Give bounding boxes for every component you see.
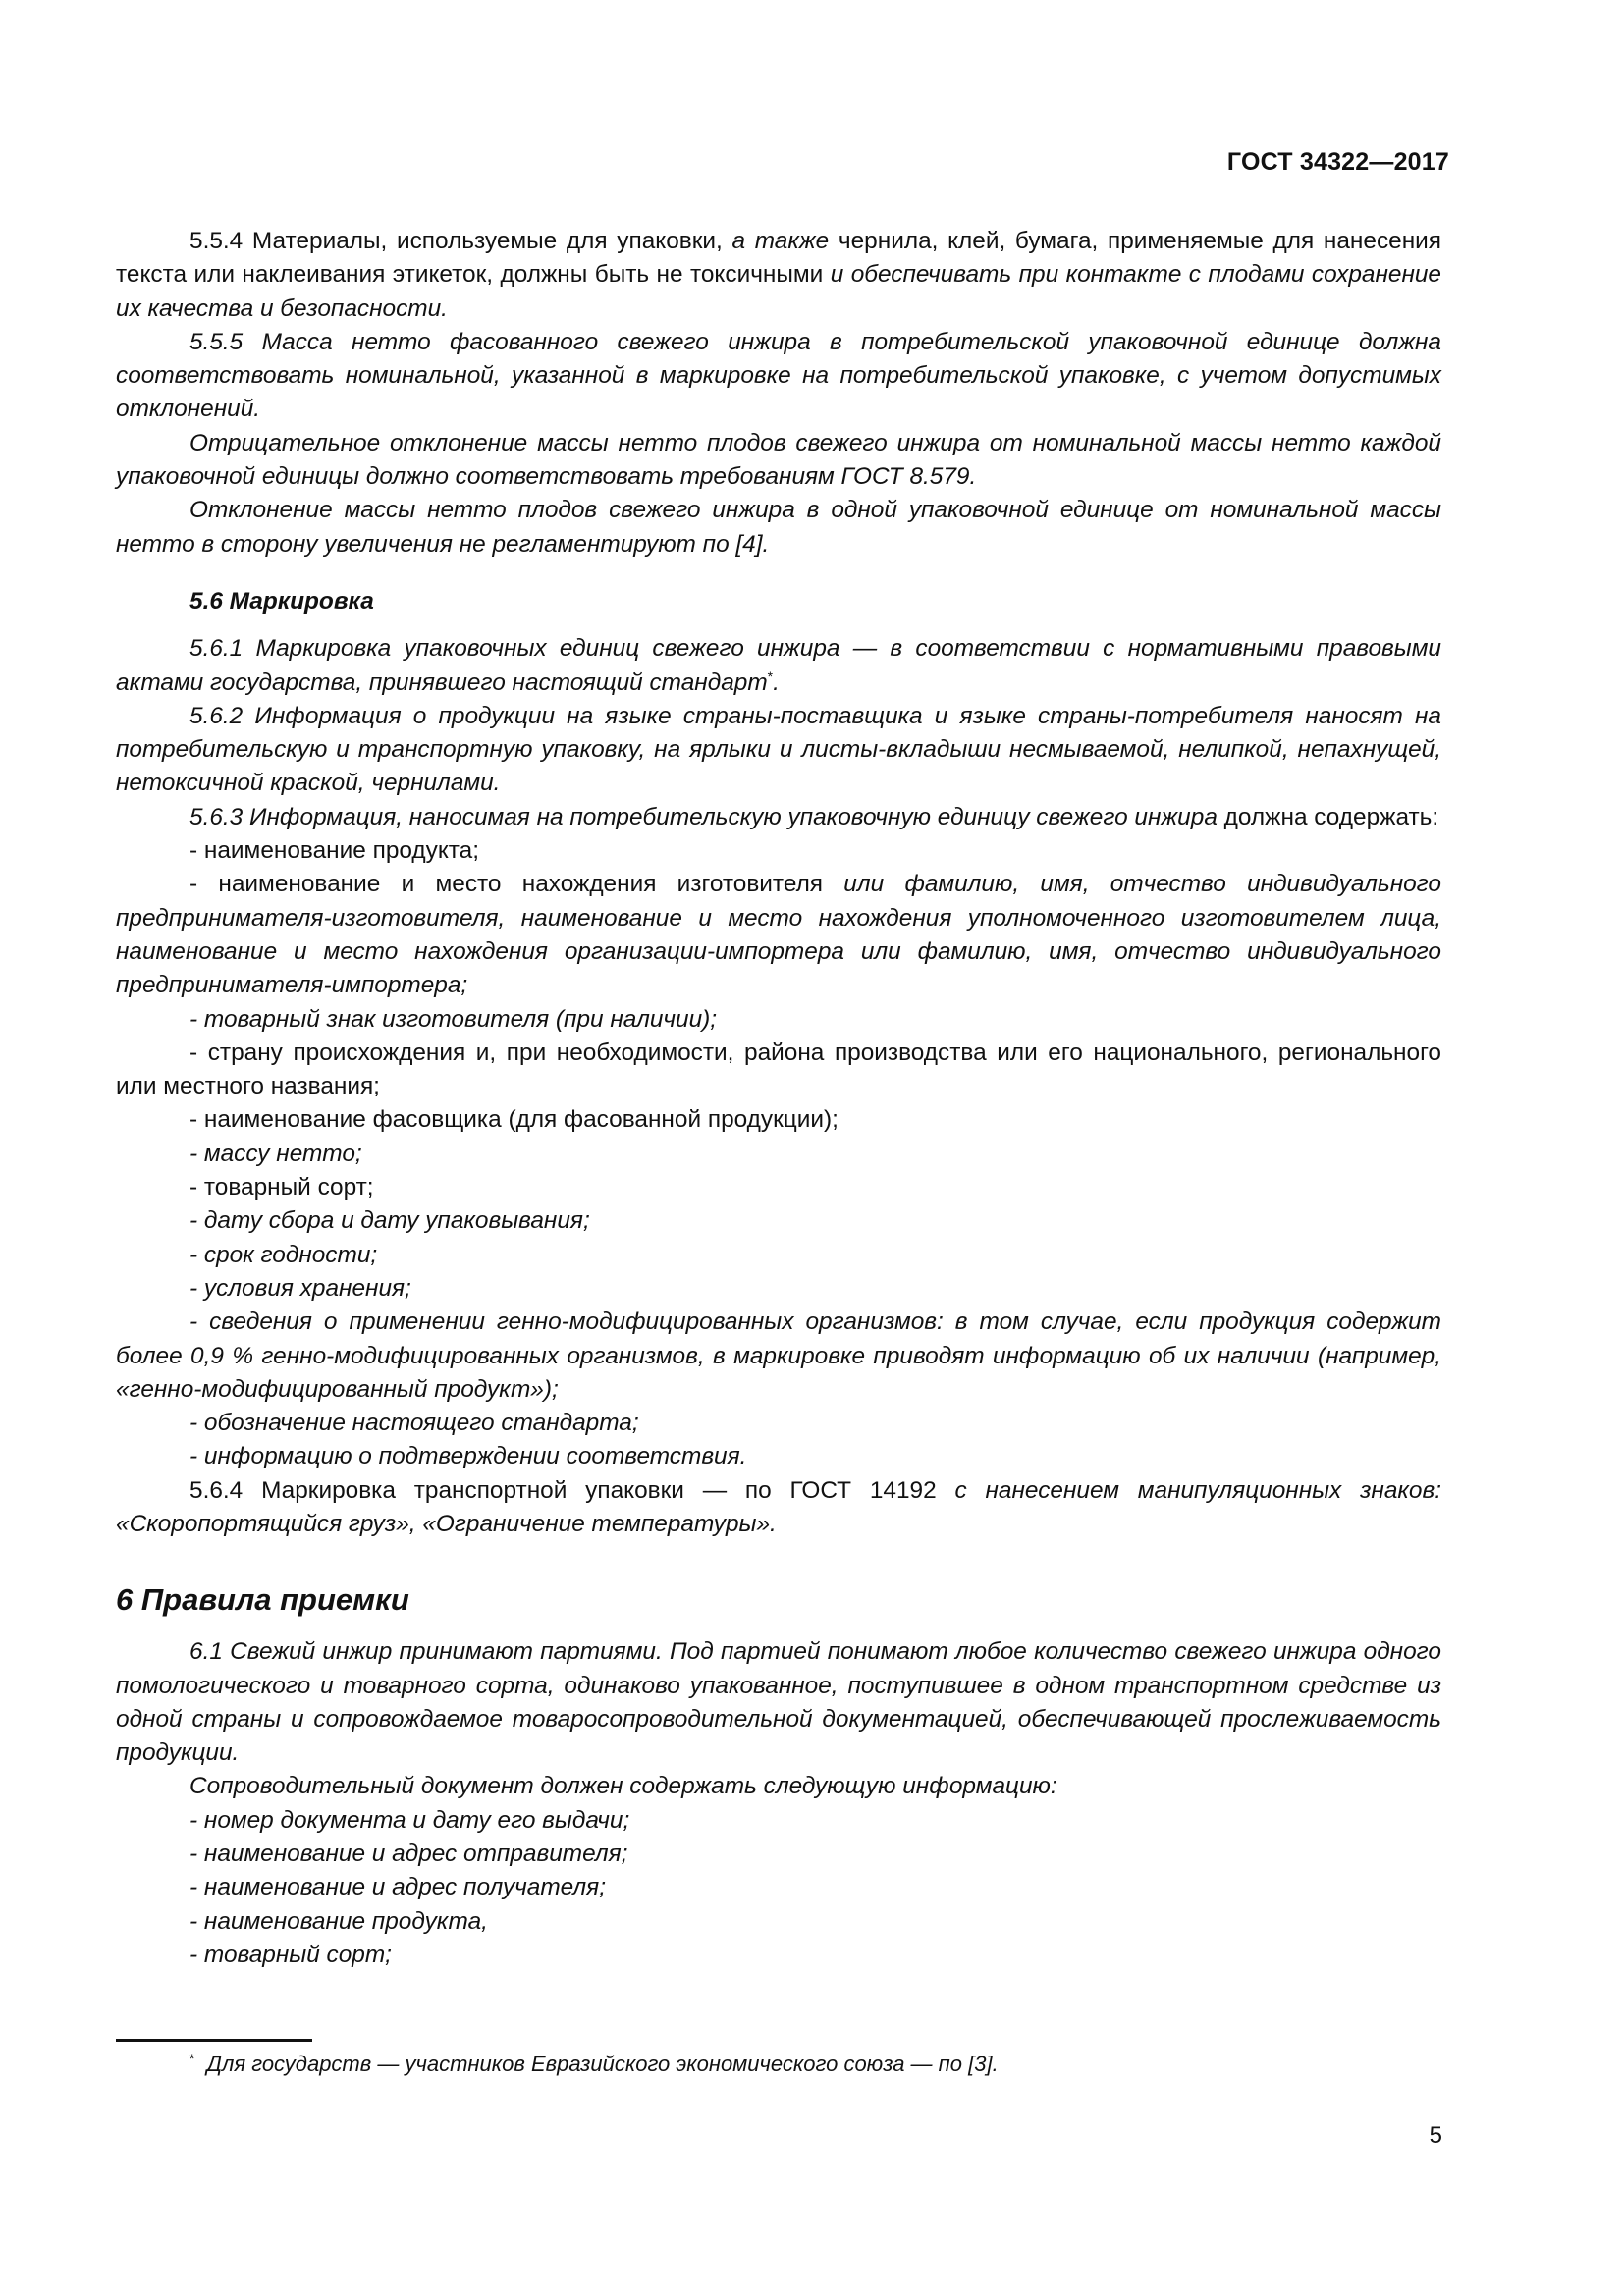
- text-run: Сопроводительный документ должен содержать следующую информацию:: [189, 1773, 1057, 1800]
- paragraph: [116, 1474, 1441, 1542]
- text-run: - наименование и место нахождения изготовителя: [189, 871, 844, 898]
- text-run: 5.5.5 Масса нетто фасованного свежего инжира в потребительской упаковочной единице должна соответствовать номинальной, указанной в маркировке на потребительской упаковке, с учетом допустимых отклонений.: [116, 328, 1441, 423]
- text-run: - товарный сорт;: [189, 1174, 374, 1201]
- text-run: 5.5.4 Материалы, используемые для упаковки,: [189, 228, 732, 254]
- document-body: [116, 225, 1441, 1972]
- paragraph: [116, 1306, 1441, 1407]
- section-heading: [116, 1580, 1441, 1620]
- text-run: - товарный сорт;: [189, 1941, 392, 1968]
- text-run: 5.6.3 Информация, наносимая на потребительскую упаковочную единицу свежего инжира: [189, 803, 1218, 830]
- footnote-ref: *: [767, 667, 774, 684]
- paragraph: [116, 1103, 1441, 1137]
- text-run: - наименование продукта,: [189, 1907, 488, 1935]
- text-run: 6.1 Свежий инжир принимают партиями. Под партией понимают любое количество свежего инжира одного помологического и товарного сорта, одинаково упакованное, поступившее в одном транспортном средстве из одной страны и сопровождаемое товаросопроводительной документацией, обеспечивающей прослеживаемость продукции.: [116, 1638, 1441, 1767]
- paragraph: [116, 1635, 1441, 1770]
- text-run: - товарный знак изготовителя (при наличии);: [189, 1005, 718, 1033]
- paragraph: [116, 1939, 1441, 1972]
- text-run: Отрицательное отклонение массы нетто плодов свежего инжира от номинальной массы нетто каждой упаковочной единицы должно соответствовать требованиям ГОСТ 8.579.: [116, 429, 1441, 491]
- paragraph: [116, 1770, 1441, 1803]
- footnote: [189, 2052, 1368, 2077]
- paragraph: [116, 1407, 1441, 1440]
- paragraph: [116, 1838, 1441, 1871]
- text-run: и обеспечивать при контакте с плодами сохранение их качества и безопасности.: [116, 261, 1441, 322]
- paragraph: [116, 801, 1441, 834]
- paragraph: [116, 1804, 1441, 1838]
- text-run: - дату сбора и дату упаковывания;: [189, 1207, 590, 1235]
- text-run: 6 Правила приемки: [116, 1582, 409, 1618]
- text-run: .: [773, 668, 780, 696]
- text-run: с нанесением манипуляционных знаков: «Скоропортящийся груз», «Ограничение температуры».: [116, 1476, 1441, 1537]
- page-number: 5: [1429, 2122, 1442, 2149]
- text-run: - условия хранения;: [189, 1274, 411, 1302]
- paragraph: [116, 1871, 1441, 1904]
- text-run: - номер документа и дату его выдачи;: [189, 1806, 630, 1834]
- paragraph: [116, 632, 1441, 700]
- paragraph: [116, 427, 1441, 495]
- text-run: - сведения о применении генно-модифицированных организмов: в том случае, если продукция содержит более 0,9 % генно-модифицированных организмов, в маркировке приводят информацию об их наличии (например, «генно-модифицированный продукт»);: [116, 1308, 1441, 1403]
- paragraph: [116, 868, 1441, 1002]
- text-run: а также: [731, 228, 830, 254]
- text-run: Отклонение массы нетто плодов свежего инжира в одной упаковочной единице от номинальной массы нетто в сторону увеличения не регламентируют по [4].: [116, 497, 1441, 558]
- footnote-separator: [116, 2039, 312, 2042]
- text-run: или фамилию, имя, отчество индивидуального предпринимателя-изготовителя, наименование и место нахождения уполномоченного изготовителем лица, наименование и место нахождения организации-импортера или фамилию, имя, отчество индивидуального предпринимателя-импортера;: [116, 871, 1442, 999]
- text-run: - наименование и адрес отправителя;: [189, 1841, 628, 1868]
- paragraph: [116, 1905, 1441, 1939]
- paragraph: [116, 1204, 1441, 1238]
- paragraph: [116, 326, 1441, 427]
- text-run: 5.6 Маркировка: [189, 587, 374, 614]
- paragraph: [116, 1440, 1441, 1473]
- text-run: - наименование продукта;: [189, 837, 480, 865]
- text-run: - обозначение настоящего стандарта;: [189, 1410, 639, 1437]
- text-run: должна содержать:: [1217, 803, 1439, 830]
- paragraph: [116, 1272, 1441, 1306]
- text-run: - срок годности;: [189, 1241, 378, 1268]
- footnote-text: Для государств — участников Евразийского экономического союза — по [3].: [206, 2052, 999, 2076]
- text-run: - наименование и адрес получателя;: [189, 1874, 606, 1901]
- paragraph: [116, 225, 1441, 326]
- paragraph: [116, 1138, 1441, 1171]
- text-run: - наименование фасовщика (для фасованной продукции);: [189, 1106, 839, 1134]
- text-run: 5.6.4 Маркировка транспортной упаковки — по ГОСТ 14192: [189, 1476, 955, 1504]
- text-run: 5.6.1 Маркировка упаковочных единиц свежего инжира — в соответствии с нормативными правовыми актами государства, принявшего настоящий стандарт: [116, 635, 1441, 696]
- text-run: - массу нетто;: [189, 1140, 362, 1167]
- text-run: - информацию о подтверждении соответствия.: [189, 1443, 747, 1470]
- paragraph: [116, 1239, 1441, 1272]
- paragraph: [116, 700, 1441, 801]
- document-header: ГОСТ 34322—2017: [1226, 148, 1449, 176]
- paragraph: [116, 834, 1441, 868]
- text-run: чернила, клей, бумага, применяемые для нанесения текста или наклеивания этикеток, должны быть не токсичными: [116, 228, 1441, 289]
- paragraph: [116, 494, 1441, 561]
- text-run: - страну происхождения и, при необходимости, района производства или его национального, регионального или местного названия;: [116, 1039, 1441, 1100]
- footnote-mark: *: [189, 2050, 195, 2066]
- paragraph: [116, 1171, 1441, 1204]
- text-run: 5.6.2 Информация о продукции на языке страны-поставщика и языке страны-потребителя наносят на потребительскую и транспортную упаковку, на ярлыки и листы-вкладыши несмываемой, нелипкой, непахнущей, нетоксичной краской, чернилами.: [116, 702, 1441, 797]
- paragraph: [116, 1003, 1441, 1037]
- subsection-heading: [116, 585, 1441, 618]
- paragraph: [116, 1037, 1441, 1104]
